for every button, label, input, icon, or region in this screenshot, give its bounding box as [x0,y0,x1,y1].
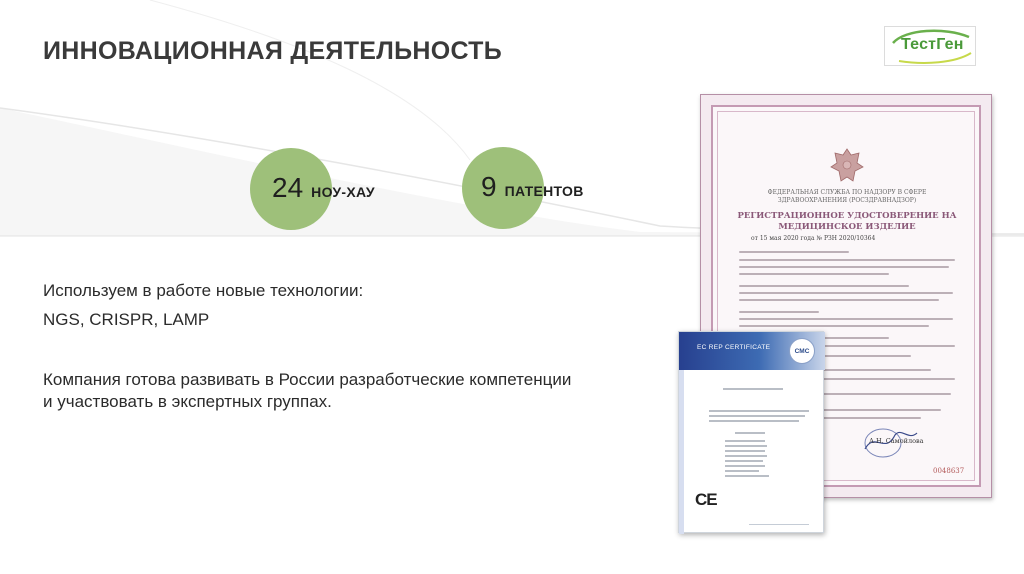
certificate-serial: 0048637 [933,467,965,475]
text-line [821,409,941,411]
certificate-title: РЕГИСТРАЦИОННОЕ УДОСТОВЕРЕНИЕ НА МЕДИЦИНСКОЕ ИЗДЕЛИЕ [737,211,957,232]
page-title: ИННОВАЦИОННАЯ ДЕЯТЕЛЬНОСТЬ [43,37,503,65]
company-logo [884,26,976,66]
body-text-expert-groups: и участвовать в экспертных группах. [43,392,332,411]
text-line [739,318,953,320]
metric-label: ПАТЕНТОВ [504,183,584,199]
certificate-band-title: EC REP CERTIFICATE [697,344,771,351]
metric-knowhow [272,172,375,204]
ce-mark: CE [695,490,717,509]
coat-of-arms-icon [829,145,865,185]
text-line [749,524,809,525]
text-line [739,273,889,275]
text-line [821,378,955,380]
text-line [725,440,765,442]
text-line [739,311,819,313]
certificate-date: от 15 мая 2020 года № РЗН 2020/10364 [751,235,876,242]
certificate-agency: ФЕДЕРАЛЬНАЯ СЛУЖБА ПО НАДЗОРУ В СФЕРЕ ЗДРАВООХРАНЕНИЯ (РОСЗДРАВНАДЗОР) [767,189,927,204]
body-text-tech-list: NGS, CRISPR, LAMP [43,310,210,329]
logo-text: ТестГен [901,36,964,53]
text-line [709,410,809,412]
metric-label: НОУ-ХАУ [311,184,375,200]
text-line [739,299,939,301]
text-line [725,455,767,457]
metric-value: 24 [272,172,304,203]
text-line [739,251,849,253]
text-line [739,266,949,268]
text-line [725,445,767,447]
text-line [725,450,765,452]
text-line [739,325,929,327]
certificate-side-stripe [679,370,684,534]
text-line [725,475,769,477]
cmc-seal-icon: CMC [789,338,815,364]
text-line [735,432,765,434]
text-line [709,415,805,417]
certificate-signer: А.Н. Самойлова [869,437,924,445]
ec-certificate-image [678,331,824,533]
text-line [821,355,911,357]
text-line [709,420,799,422]
text-line [821,393,951,395]
metric-patents [481,171,584,203]
body-text-competence: Компания готова развивать в России разработческие компетенции [43,370,572,389]
text-line [739,292,953,294]
text-line [821,345,955,347]
text-line [739,259,955,261]
text-line [821,417,921,419]
body-text-technologies: Используем в работе новые технологии: [43,281,364,300]
text-line [725,460,763,462]
text-line [821,369,931,371]
metric-value: 9 [481,171,497,202]
text-line [725,470,759,472]
text-line [725,465,765,467]
text-line [739,285,909,287]
text-line [723,388,783,390]
